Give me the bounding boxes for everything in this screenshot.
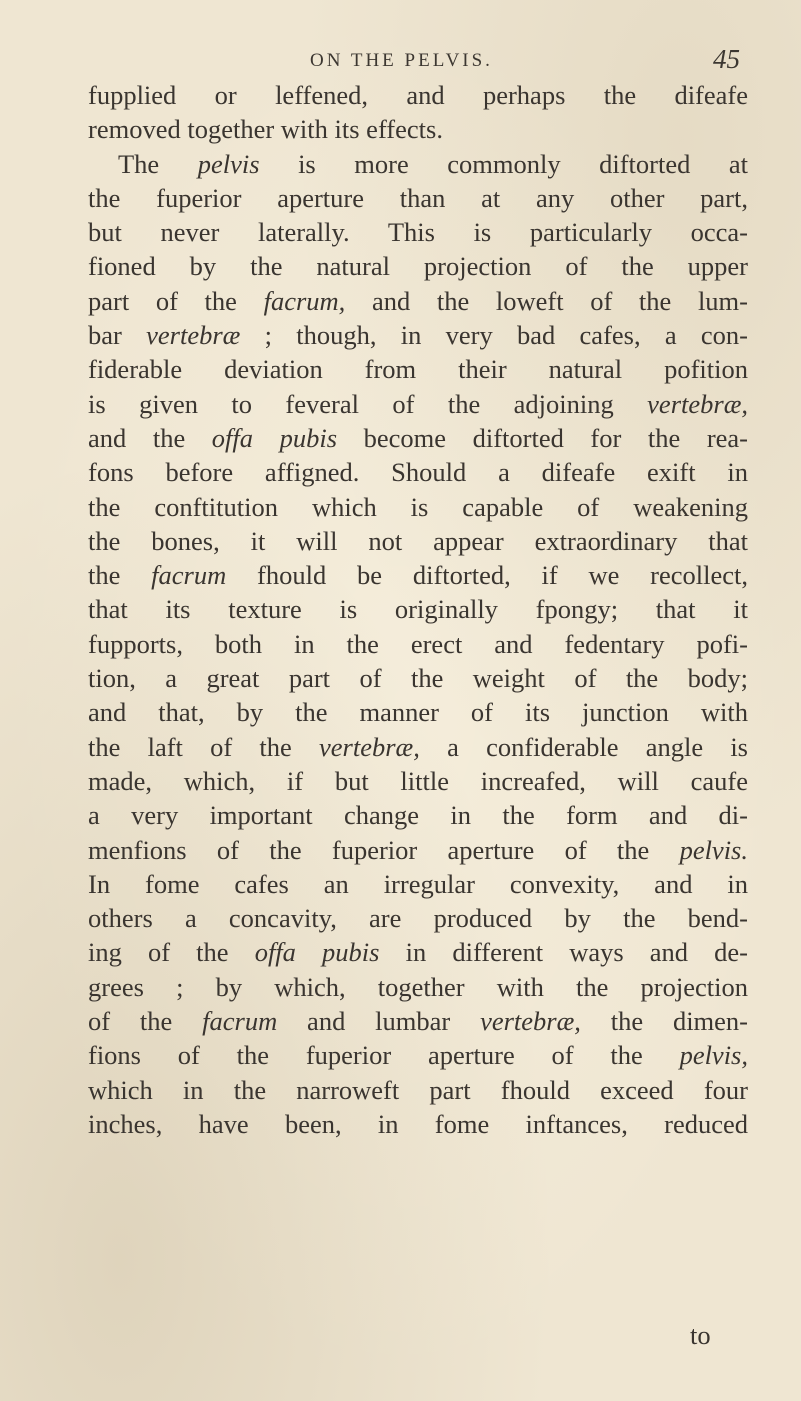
italic-term: vertebræ, — [480, 1006, 581, 1037]
text-segment: become diftorted for the rea- — [337, 422, 748, 453]
text-line — [88, 78, 748, 112]
text-segment: and lumbar — [277, 1006, 481, 1037]
text-segment: but never laterally. This is particularly occa- — [88, 217, 748, 248]
text-segment: and the loweft of the lum- — [345, 285, 748, 316]
text-line — [88, 833, 748, 867]
text-line — [88, 627, 748, 661]
text-line — [88, 935, 748, 969]
text-segment: a confiderable angle is — [419, 731, 748, 762]
text-segment: fupplied or leffened, and perhaps the difeafe — [88, 80, 748, 110]
text-segment: fhould be diftorted, if we recollect, — [226, 560, 748, 591]
text-segment: the dimen- — [580, 1006, 749, 1037]
text-line — [88, 215, 748, 249]
page-number: 45 — [713, 44, 740, 74]
text-line — [88, 1107, 748, 1141]
text-line — [88, 764, 748, 798]
text-line — [88, 1038, 748, 1072]
text-segment: the laft of the — [88, 731, 320, 762]
text-segment: ; though, in very bad cafes, a con- — [240, 320, 748, 351]
text-segment: the bones, it will not appear extraordinary that — [88, 525, 748, 556]
text-segment: The — [118, 148, 198, 179]
text-line — [88, 592, 748, 626]
italic-term: vertebræ, — [319, 731, 420, 762]
italic-term: facrum — [151, 560, 227, 591]
text-segment: fiderable deviation from their natural pofition — [88, 354, 748, 385]
text-segment: tion, a great part of the weight of the body; — [88, 663, 748, 694]
text-segment: and that, by the manner of its junction with — [88, 697, 748, 728]
text-segment: fons before affigned. Should a difeafe exift in — [88, 457, 748, 488]
text-line — [88, 970, 748, 1004]
text-segment: the fuperior aperture than at any other part, — [88, 182, 748, 213]
italic-term: vertebræ — [146, 320, 241, 351]
text-segment: ing of the — [88, 937, 255, 968]
text-segment: in different ways and de- — [379, 937, 749, 968]
text-segment: menfions of the fuperior aperture of the — [88, 834, 680, 865]
text-segment: part of the — [88, 285, 264, 316]
text-segment: others a concavity, are produced by the bend- — [88, 903, 748, 934]
text-segment: which in the narroweft part fhould exceed four — [88, 1074, 748, 1105]
text-line — [88, 284, 748, 318]
text-segment: fupports, both in the erect and fedentary pofi- — [88, 628, 748, 659]
italic-term: pelvis, — [679, 1040, 748, 1071]
text-segment: In fome cafes an irregular convexity, and in — [88, 868, 748, 899]
text-line — [88, 867, 748, 901]
text-segment: made, which, if but little increafed, will caufe — [88, 765, 748, 796]
text-line — [88, 421, 748, 455]
text-line — [88, 695, 748, 729]
text-segment: a very important change in the form and di- — [88, 800, 748, 831]
text-line — [88, 249, 748, 283]
text-segment: removed together with its effects. — [88, 114, 443, 145]
text-line — [88, 1073, 748, 1107]
text-segment: bar — [88, 320, 147, 351]
text-line — [88, 558, 748, 592]
text-segment: of the — [88, 1006, 203, 1037]
italic-term: offa pubis — [211, 422, 338, 453]
running-head: ON THE PELVIS. — [310, 50, 493, 71]
catchword: to — [690, 1320, 711, 1350]
italic-term: pelvis. — [679, 834, 748, 865]
text-line — [88, 524, 748, 558]
text-segment: the conftitution which is capable of weakening — [88, 491, 748, 522]
italic-term: vertebræ, — [647, 388, 748, 419]
text-segment: fions of the fuperior aperture of the — [88, 1040, 680, 1071]
text-line — [88, 798, 748, 832]
text-line — [88, 112, 748, 146]
text-line — [88, 490, 748, 524]
text-line — [88, 181, 748, 215]
italic-term: facrum — [202, 1006, 278, 1037]
text-segment: fioned by the natural projection of the upper — [88, 251, 748, 282]
text-segment: the — [88, 560, 152, 591]
text-segment: inches, have been, in fome inftances, reduced — [88, 1108, 748, 1139]
text-line — [88, 387, 748, 421]
text-segment: that its texture is originally fpongy; that it — [88, 594, 748, 625]
text-line — [88, 730, 748, 764]
italic-term: facrum, — [263, 285, 346, 316]
text-line — [88, 901, 748, 935]
text-line — [88, 1004, 748, 1038]
text-segment: is given to feveral of the adjoining — [88, 388, 648, 419]
text-line — [88, 455, 748, 489]
italic-term: offa pubis — [254, 937, 380, 968]
italic-term: pelvis — [197, 148, 260, 179]
text-line — [88, 318, 748, 352]
text-line — [88, 147, 748, 181]
text-segment: grees ; by which, together with the projection — [88, 971, 748, 1002]
body-text — [88, 78, 748, 1141]
text-segment: and the — [88, 422, 212, 453]
text-segment: is more commonly diftorted at — [259, 148, 748, 179]
text-line — [88, 352, 748, 386]
text-line — [88, 661, 748, 695]
